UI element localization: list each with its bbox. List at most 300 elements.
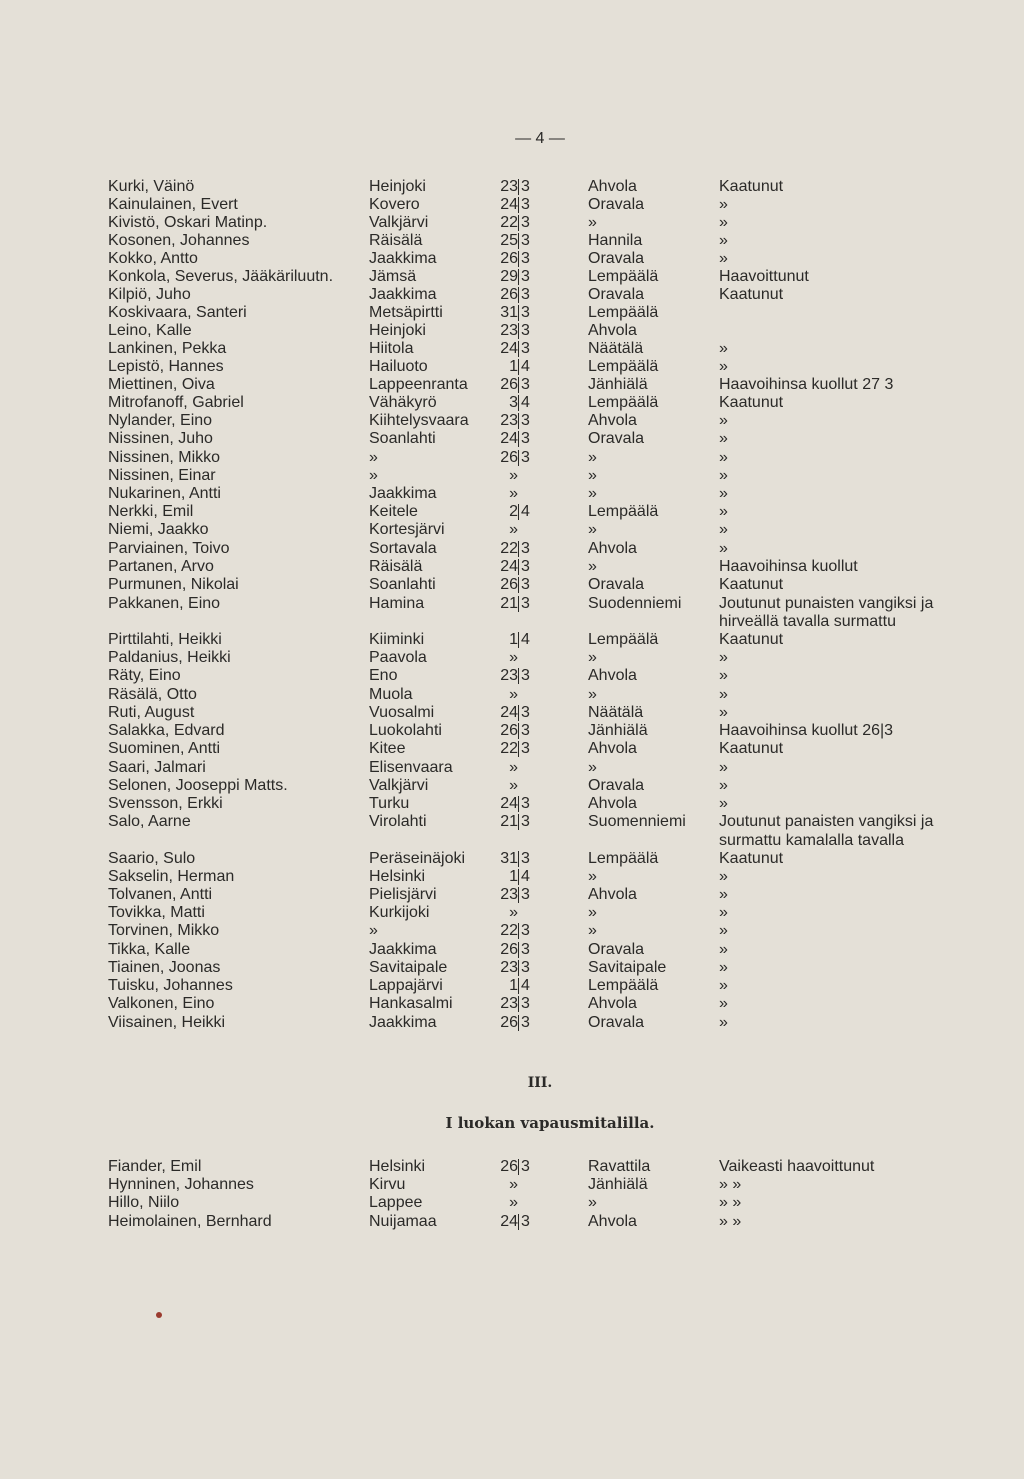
person-name: Ruti, August xyxy=(108,704,195,721)
remark: » xyxy=(719,430,728,447)
home-place: Kiihtelysvaara xyxy=(369,412,469,429)
battle-location: Oravala xyxy=(588,777,645,794)
list-item xyxy=(0,232,1024,250)
battle-location: Lempäälä xyxy=(588,304,659,321)
list-item xyxy=(0,886,1024,904)
person-name: Nissinen, Mikko xyxy=(108,449,221,466)
person-name: Heimolainen, Bernhard xyxy=(108,1213,272,1230)
list-item xyxy=(0,722,1024,740)
list-item xyxy=(0,813,1024,831)
list-item xyxy=(0,631,1024,649)
list-item xyxy=(0,1176,1024,1194)
remark: Kaatunut xyxy=(719,286,784,303)
home-place: Paavola xyxy=(369,649,427,666)
date-month: 3 xyxy=(521,304,530,321)
battle-location: » xyxy=(588,868,597,885)
battle-location: Lempäälä xyxy=(588,358,659,375)
date-month: 3 xyxy=(521,286,530,303)
remark: » xyxy=(719,503,728,520)
date-day: 21 xyxy=(500,813,518,830)
person-name: Svensson, Erkki xyxy=(108,795,223,812)
home-place: Räisälä xyxy=(369,558,423,575)
list-item xyxy=(0,540,1024,558)
date-day: 24 xyxy=(500,558,518,575)
date-day: » xyxy=(509,686,518,703)
battle-location: Ahvola xyxy=(588,886,637,903)
date-day: 23 xyxy=(500,178,518,195)
remark: » xyxy=(719,467,728,484)
list-item xyxy=(0,521,1024,539)
date-separator xyxy=(518,341,519,357)
date-month: 3 xyxy=(521,196,530,213)
date-separator xyxy=(518,577,519,593)
battle-location: Ahvola xyxy=(588,795,637,812)
person-name: Tuisku, Johannes xyxy=(108,977,233,994)
date-month: 3 xyxy=(521,704,530,721)
person-name: Sakselin, Herman xyxy=(108,868,235,885)
person-name: Torvinen, Mikko xyxy=(108,922,220,939)
remark: » xyxy=(719,250,728,267)
list-item xyxy=(0,412,1024,430)
date-separator xyxy=(518,395,519,411)
remark: » xyxy=(719,868,728,885)
date-separator xyxy=(518,741,519,757)
list-item xyxy=(0,868,1024,886)
date-separator xyxy=(518,596,519,612)
person-name: Nissinen, Juho xyxy=(108,430,213,447)
date-month: 3 xyxy=(521,558,530,575)
date-separator xyxy=(518,215,519,231)
home-place: Metsäpirtti xyxy=(369,304,443,321)
person-name: Miettinen, Oiva xyxy=(108,376,215,393)
list-item xyxy=(0,595,1024,613)
home-place: Valkjärvi xyxy=(369,214,429,231)
date-separator xyxy=(518,323,519,339)
page-number: — 4 — xyxy=(515,130,565,147)
remark: » xyxy=(719,412,728,429)
home-place: Lappajärvi xyxy=(369,977,443,994)
date-month: 4 xyxy=(521,631,530,648)
remark: » » xyxy=(719,1194,742,1211)
list-item xyxy=(0,558,1024,576)
remark: » xyxy=(719,232,728,249)
date-day: 3 xyxy=(509,394,518,411)
date-separator xyxy=(518,413,519,429)
date-month: 4 xyxy=(521,977,530,994)
date-month: 3 xyxy=(521,813,530,830)
home-place: Soanlahti xyxy=(369,430,436,447)
battle-location: Ahvola xyxy=(588,667,637,684)
person-name: Kivistö, Oskari Matinp. xyxy=(108,214,268,231)
remark: » xyxy=(719,485,728,502)
remark: Joutunut panaisten vangiksi ja xyxy=(719,813,934,830)
date-day: 26 xyxy=(500,1014,518,1031)
list-item xyxy=(0,178,1024,196)
list-item xyxy=(0,959,1024,977)
list-item xyxy=(0,904,1024,922)
date-separator xyxy=(518,851,519,867)
battle-location: Lempäälä xyxy=(588,394,659,411)
list-item xyxy=(0,394,1024,412)
section-number: III. xyxy=(527,1075,553,1091)
home-place: Jaakkima xyxy=(369,485,437,502)
person-name: Parviainen, Toivo xyxy=(108,540,230,557)
date-separator xyxy=(518,1159,519,1175)
remark: » xyxy=(719,214,728,231)
person-name: Tikka, Kalle xyxy=(108,941,191,958)
remark: Vaikeasti haavoittunut xyxy=(719,1158,875,1175)
remark: » xyxy=(719,667,728,684)
date-day: 29 xyxy=(500,268,518,285)
battle-location: Jänhiälä xyxy=(588,1176,648,1193)
person-name: Nukarinen, Antti xyxy=(108,485,221,502)
date-month: 3 xyxy=(521,941,530,958)
ink-dot-mark xyxy=(156,1312,162,1318)
home-place: Sortavala xyxy=(369,540,437,557)
remark: Kaatunut xyxy=(719,394,784,411)
date-day: 22 xyxy=(500,740,518,757)
battle-location: » xyxy=(588,686,597,703)
date-separator xyxy=(518,233,519,249)
person-name: Räsälä, Otto xyxy=(108,686,197,703)
list-item xyxy=(0,340,1024,358)
list-item xyxy=(0,995,1024,1013)
home-place: Soanlahti xyxy=(369,576,436,593)
date-separator xyxy=(518,504,519,520)
date-month: 3 xyxy=(521,268,530,285)
home-place: Helsinki xyxy=(369,868,426,885)
person-name: Purmunen, Nikolai xyxy=(108,576,239,593)
date-day: 23 xyxy=(500,995,518,1012)
battle-location: Lempäälä xyxy=(588,268,659,285)
list-item xyxy=(0,467,1024,485)
date-day: » xyxy=(509,777,518,794)
person-name: Selonen, Jooseppi Matts. xyxy=(108,777,288,794)
list-item xyxy=(0,667,1024,685)
remark: » xyxy=(719,959,728,976)
battle-location: » xyxy=(588,1194,597,1211)
date-month: 3 xyxy=(521,795,530,812)
date-day: 31 xyxy=(500,304,518,321)
battle-location: Hannila xyxy=(588,232,643,249)
battle-location: » xyxy=(588,485,597,502)
remark: » xyxy=(719,904,728,921)
date-month: 3 xyxy=(521,740,530,757)
remark: Kaatunut xyxy=(719,740,784,757)
date-day: 22 xyxy=(500,922,518,939)
home-place: Jaakkima xyxy=(369,941,437,958)
date-month: 3 xyxy=(521,449,530,466)
list-item xyxy=(0,250,1024,268)
date-separator xyxy=(518,541,519,557)
battle-location: » xyxy=(588,449,597,466)
home-place: Kitee xyxy=(369,740,406,757)
battle-location: Oravala xyxy=(588,430,645,447)
person-name: Leino, Kalle xyxy=(108,322,192,339)
remark: » xyxy=(719,777,728,794)
date-day: 24 xyxy=(500,795,518,812)
home-place: Jaakkima xyxy=(369,286,437,303)
person-name: Saario, Sulo xyxy=(108,850,196,867)
date-day: 24 xyxy=(500,430,518,447)
date-separator xyxy=(518,942,519,958)
battle-location: Lempäälä xyxy=(588,850,659,867)
remark: » xyxy=(719,449,728,466)
remark: » xyxy=(719,995,728,1012)
date-month: 3 xyxy=(521,376,530,393)
home-place: Heinjoki xyxy=(369,322,426,339)
list-item xyxy=(0,740,1024,758)
date-separator xyxy=(518,559,519,575)
date-day: 24 xyxy=(500,704,518,721)
section-title: I luokan vapausmitalilla. xyxy=(445,1114,655,1132)
remark: Kaatunut xyxy=(719,850,784,867)
date-month: 3 xyxy=(521,232,530,249)
battle-location: Jänhiälä xyxy=(588,722,648,739)
battle-location: Näätälä xyxy=(588,704,644,721)
remark: Haavoihinsa kuollut 27 3 xyxy=(719,376,894,393)
date-day: 31 xyxy=(500,850,518,867)
remark: Haavoittunut xyxy=(719,268,809,285)
remark: » xyxy=(719,977,728,994)
battle-location: » xyxy=(588,467,597,484)
battle-location: Ahvola xyxy=(588,995,637,1012)
date-separator xyxy=(518,923,519,939)
person-name: Fiander, Emil xyxy=(108,1158,202,1175)
home-place: Pielisjärvi xyxy=(369,886,437,903)
date-separator xyxy=(518,450,519,466)
list-item xyxy=(0,941,1024,959)
date-separator xyxy=(518,887,519,903)
remark: » xyxy=(719,521,728,538)
date-day: » xyxy=(509,1194,518,1211)
battle-location: Suomenniemi xyxy=(588,813,686,830)
date-month: 3 xyxy=(521,576,530,593)
date-day: 23 xyxy=(500,322,518,339)
date-day: 26 xyxy=(500,449,518,466)
date-month: 3 xyxy=(521,886,530,903)
date-month: 3 xyxy=(521,412,530,429)
list-item xyxy=(0,704,1024,722)
note-continuation-pakkanen: hirveällä tavalla surmattu xyxy=(719,613,896,630)
list-item xyxy=(0,922,1024,940)
battle-location: » xyxy=(588,649,597,666)
date-day: 24 xyxy=(500,340,518,357)
date-day: 26 xyxy=(500,576,518,593)
home-place: Räisälä xyxy=(369,232,423,249)
home-place: Keitele xyxy=(369,503,418,520)
battle-location: Jänhiälä xyxy=(588,376,648,393)
list-item xyxy=(0,358,1024,376)
person-name: Partanen, Arvo xyxy=(108,558,214,575)
date-separator xyxy=(518,723,519,739)
list-item xyxy=(0,304,1024,322)
home-place: Hailuoto xyxy=(369,358,428,375)
remark: » xyxy=(719,922,728,939)
home-place: Jaakkima xyxy=(369,250,437,267)
battle-location: Lempäälä xyxy=(588,631,659,648)
battle-location: Oravala xyxy=(588,941,645,958)
person-name: Mitrofanoff, Gabriel xyxy=(108,394,244,411)
home-place: Peräseinäjoki xyxy=(369,850,466,867)
date-day: 24 xyxy=(500,196,518,213)
remark: » xyxy=(719,540,728,557)
home-place: Hiitola xyxy=(369,340,414,357)
date-separator xyxy=(518,978,519,994)
remark: » » xyxy=(719,1176,742,1193)
date-month: 4 xyxy=(521,868,530,885)
date-day: » xyxy=(509,649,518,666)
list-item xyxy=(0,1194,1024,1212)
date-separator xyxy=(518,869,519,885)
list-item xyxy=(0,777,1024,795)
home-place: Kirvu xyxy=(369,1176,406,1193)
battle-location: Lempäälä xyxy=(588,977,659,994)
date-separator xyxy=(518,377,519,393)
battle-location: Savitaipale xyxy=(588,959,667,976)
date-day: 2 xyxy=(509,503,518,520)
home-place: Jämsä xyxy=(369,268,417,285)
date-day: 26 xyxy=(500,286,518,303)
date-month: 3 xyxy=(521,214,530,231)
date-day: 1 xyxy=(509,868,518,885)
battle-location: Oravala xyxy=(588,250,645,267)
person-name: Nylander, Eino xyxy=(108,412,213,429)
date-separator xyxy=(518,705,519,721)
home-place: Heinjoki xyxy=(369,178,426,195)
list-item xyxy=(0,686,1024,704)
remark: » xyxy=(719,686,728,703)
date-separator xyxy=(518,796,519,812)
date-day: » xyxy=(509,1176,518,1193)
person-name: Kurki, Väinö xyxy=(108,178,195,195)
person-name: Kilpiö, Juho xyxy=(108,286,191,303)
person-name: Suominen, Antti xyxy=(108,740,221,757)
home-place: Vähäkyrö xyxy=(369,394,437,411)
person-name: Nissinen, Einar xyxy=(108,467,216,484)
date-separator xyxy=(518,668,519,684)
date-separator xyxy=(518,814,519,830)
date-month: 4 xyxy=(521,503,530,520)
date-month: 3 xyxy=(521,322,530,339)
date-day: 23 xyxy=(500,412,518,429)
remark: » xyxy=(719,340,728,357)
home-place: Helsinki xyxy=(369,1158,426,1175)
battle-location: Oravala xyxy=(588,286,645,303)
date-day: 26 xyxy=(500,1158,518,1175)
list-item xyxy=(0,795,1024,813)
date-month: 3 xyxy=(521,595,530,612)
date-month: 3 xyxy=(521,1213,530,1230)
list-item xyxy=(0,1014,1024,1032)
battle-location: Ahvola xyxy=(588,322,637,339)
home-place: Jaakkima xyxy=(369,1014,437,1031)
remark: Kaatunut xyxy=(719,631,784,648)
battle-location: » xyxy=(588,214,597,231)
battle-location: Näätälä xyxy=(588,340,644,357)
person-name: Saari, Jalmari xyxy=(108,759,206,776)
list-item xyxy=(0,268,1024,286)
home-place: » xyxy=(369,922,378,939)
remark: » xyxy=(719,941,728,958)
remark: » xyxy=(719,1014,728,1031)
list-item xyxy=(0,977,1024,995)
date-day: 26 xyxy=(500,250,518,267)
remark: » xyxy=(719,649,728,666)
remark: » xyxy=(719,704,728,721)
remark: Haavoihinsa kuollut xyxy=(719,558,858,575)
date-separator xyxy=(518,251,519,267)
battle-location: » xyxy=(588,922,597,939)
date-month: 3 xyxy=(521,959,530,976)
battle-location: Ravattila xyxy=(588,1158,651,1175)
list-item xyxy=(0,850,1024,868)
remark: » xyxy=(719,886,728,903)
person-name: Pakkanen, Eino xyxy=(108,595,221,612)
person-name: Tovikka, Matti xyxy=(108,904,205,921)
battle-location: Lempäälä xyxy=(588,503,659,520)
date-day: » xyxy=(509,904,518,921)
date-separator xyxy=(518,996,519,1012)
home-place: Hankasalmi xyxy=(369,995,453,1012)
date-day: 25 xyxy=(500,232,518,249)
battle-location: Oravala xyxy=(588,1014,645,1031)
person-name: Hynninen, Johannes xyxy=(108,1176,254,1193)
battle-location: Oravala xyxy=(588,196,645,213)
date-separator xyxy=(518,960,519,976)
date-separator xyxy=(518,1214,519,1230)
battle-location: Suodenniemi xyxy=(588,595,682,612)
battle-location: Ahvola xyxy=(588,1213,637,1230)
person-name: Salakka, Edvard xyxy=(108,722,225,739)
home-place: Muola xyxy=(369,686,413,703)
date-day: » xyxy=(509,467,518,484)
list-item xyxy=(0,214,1024,232)
remark: » xyxy=(719,358,728,375)
home-place: Kiiminki xyxy=(369,631,425,648)
date-day: 21 xyxy=(500,595,518,612)
remark: Kaatunut xyxy=(719,576,784,593)
date-day: 23 xyxy=(500,959,518,976)
list-item xyxy=(0,1158,1024,1176)
person-name: Viisainen, Heikki xyxy=(108,1014,226,1031)
remark: » xyxy=(719,759,728,776)
date-month: 4 xyxy=(521,394,530,411)
battle-location: » xyxy=(588,558,597,575)
date-day: 22 xyxy=(500,540,518,557)
home-place: Savitaipale xyxy=(369,959,448,976)
person-name: Hillo, Niilo xyxy=(108,1194,180,1211)
battle-location: Ahvola xyxy=(588,740,637,757)
note-continuation-salo: surmattu kamalalla tavalla xyxy=(719,832,904,849)
home-place: Eno xyxy=(369,667,398,684)
home-place: Valkjärvi xyxy=(369,777,429,794)
date-separator xyxy=(518,632,519,648)
home-place: Nuijamaa xyxy=(369,1213,437,1230)
list-item xyxy=(0,286,1024,304)
person-name: Paldanius, Heikki xyxy=(108,649,231,666)
home-place: » xyxy=(369,467,378,484)
date-day: 1 xyxy=(509,631,518,648)
date-day: 1 xyxy=(509,977,518,994)
date-separator xyxy=(518,269,519,285)
home-place: Luokolahti xyxy=(369,722,442,739)
date-month: 3 xyxy=(521,430,530,447)
date-day: 26 xyxy=(500,722,518,739)
person-name: Tiainen, Joonas xyxy=(108,959,221,976)
date-month: 3 xyxy=(521,178,530,195)
date-separator xyxy=(518,305,519,321)
